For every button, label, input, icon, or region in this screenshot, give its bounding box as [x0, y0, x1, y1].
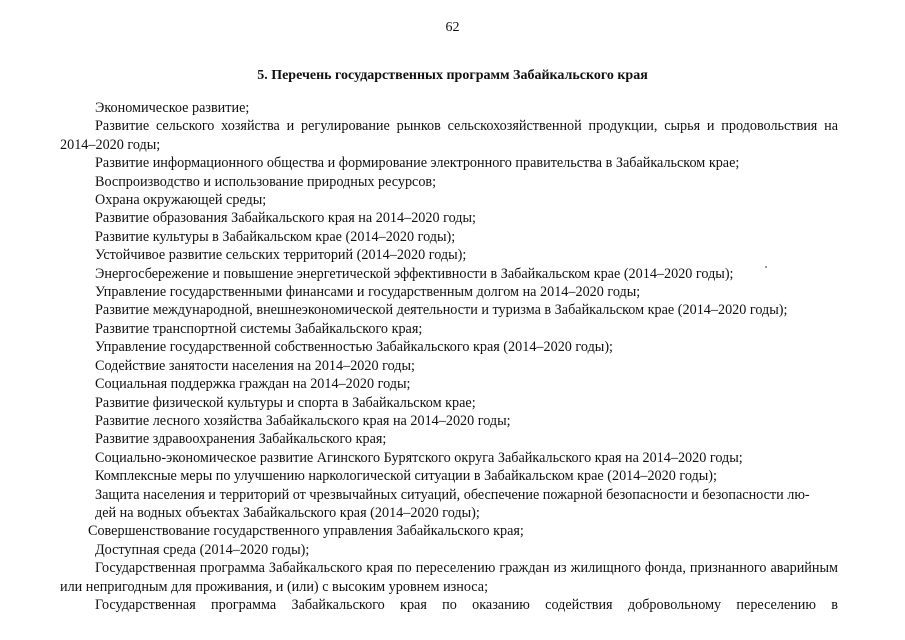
- program-item: Экономическое развитие;: [95, 100, 250, 116]
- program-item: Управление государственной собственностью Забайкальского края (2014–2020 годы);: [95, 339, 613, 356]
- program-item: Государственная программа Забайкальского края по оказанию содействия добровольному переселению в: [95, 596, 838, 613]
- scan-speck: [765, 266, 767, 268]
- program-item: Социально-экономическое развитие Агинского Бурятского округа Забайкальского края на 2014–2020 годы;: [95, 449, 743, 466]
- program-item: Развитие сельского хозяйства и регулирование рынков сельскохозяйственной продукции, сырья и продовольствия на 2014–2020 годы;: [60, 118, 838, 153]
- section-heading: 5. Перечень государственных программ Забайкальского края: [257, 68, 648, 83]
- program-item: Содействие занятости населения на 2014–2020 годы;: [95, 357, 415, 374]
- program-item: Энергосбережение и повышение энергетической эффективности в Забайкальском крае (2014–2020 годы);: [95, 265, 734, 282]
- program-item: Охрана окружающей среды;: [95, 192, 267, 209]
- program-item: Развитие транспортной системы Забайкальского края;: [95, 320, 423, 337]
- program-item: Совершенствование государственного управления Забайкальского края;: [88, 523, 524, 540]
- program-item: Развитие международной, внешнеэкономической деятельности и туризма в Забайкальском крае (2014–2020 годы);: [95, 302, 788, 319]
- program-item: Защита населения и территорий от чрезвычайных ситуаций, обеспечение пожарной безопасности и безопасности лю-: [95, 486, 810, 503]
- page-number: 62: [445, 20, 460, 35]
- program-item-continuation: дей на водных объектах Забайкальского края (2014–2020 годы);: [95, 504, 480, 521]
- program-item: Развитие образования Забайкальского края на 2014–2020 годы;: [95, 210, 476, 227]
- program-item: Устойчивое развитие сельских территорий (2014–2020 годы);: [95, 247, 467, 264]
- program-item: Социальная поддержка граждан на 2014–2020 годы;: [95, 376, 411, 393]
- program-item: Развитие здравоохранения Забайкальского края;: [95, 431, 387, 448]
- program-item: Управление государственными финансами и государственным долгом на 2014–2020 годы;: [95, 284, 641, 301]
- program-item: Воспроизводство и использование природных ресурсов;: [95, 173, 437, 190]
- program-list: [60, 99, 838, 614]
- program-item: Развитие информационного общества и формирование электронного правительства в Забайкальском крае;: [95, 155, 740, 172]
- program-item: Государственная программа Забайкальского края по переселению граждан из жилищного фонда, признанного аварийным или непригодным для проживания, и (или) с высоким уровнем износа;: [60, 560, 838, 595]
- program-item: Доступная среда (2014–2020 годы);: [95, 541, 310, 558]
- program-item: Развитие физической культуры и спорта в Забайкальском крае;: [95, 394, 476, 411]
- program-item: Развитие лесного хозяйства Забайкальского края на 2014–2020 годы;: [95, 412, 511, 429]
- program-item: Комплексные меры по улучшению наркологической ситуации в Забайкальском крае (2014–2020 годы);: [95, 468, 717, 485]
- program-item: Развитие культуры в Забайкальском крае (2014–2020 годы);: [95, 228, 456, 245]
